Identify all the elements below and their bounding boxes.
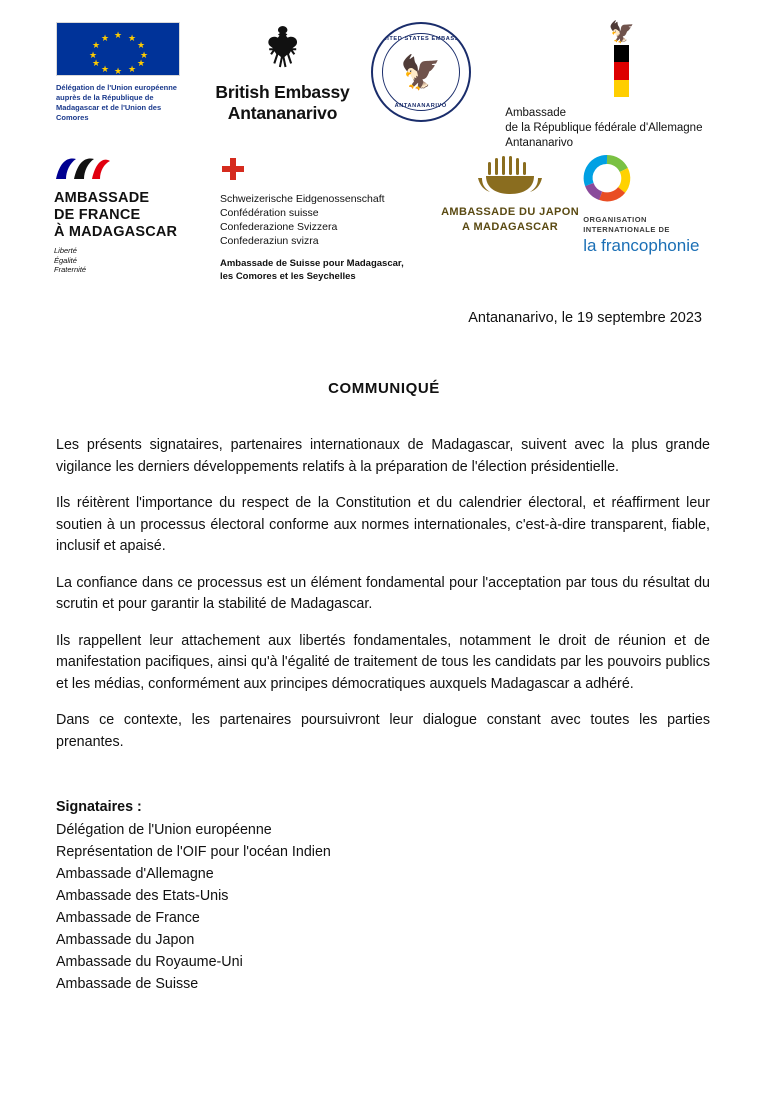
uk-embassy-line1: British Embassy [215, 82, 350, 102]
swiss-line2: Confédération suisse [219, 207, 319, 219]
list-item: Ambassade de Suisse [56, 976, 199, 992]
swiss-line3: Confederazione Svizzera [219, 221, 338, 233]
swiss-sub-line1: Ambassade de Suisse pour Madagascar, [219, 258, 404, 269]
logo-switzerland-embassy [220, 154, 435, 283]
paulownia-crest-icon [437, 154, 583, 196]
list-item: Ambassade d'Allemagne [56, 866, 214, 882]
us-seal-bottom-text: ANTANANARIVO [394, 103, 447, 109]
uk-embassy-line2: Antananarivo [227, 103, 338, 123]
us-seal-top-text: UNITED STATES EMBASSY [377, 36, 464, 42]
japan-line2: A MADAGASCAR [462, 221, 559, 233]
list-item: Ambassade des Etats-Unis [56, 888, 229, 904]
germany-line3: Antananarivo [505, 137, 574, 149]
list-item: Délégation de l'Union européenne [56, 822, 272, 838]
list-item: Ambassade du Japon [56, 932, 195, 948]
logo-row-top [30, 21, 738, 149]
us-embassy-seal-icon [371, 22, 471, 122]
france-motto-line1: Liberté [54, 246, 77, 255]
france-title-line3: À MADAGASCAR [54, 224, 178, 240]
german-eagle-icon: 🦅 [608, 21, 635, 44]
document-body [30, 435, 738, 753]
france-title-line1: AMBASSADE [54, 190, 150, 206]
oif-name: la francophonie [583, 236, 700, 255]
signatories-list [30, 819, 738, 995]
logo-germany-embassy [505, 22, 738, 151]
paragraph: Dans ce contexte, les partenaires poursuivront leur dialogue constant avec toutes les parties prenantes. [56, 712, 710, 750]
list-item: Représentation de l'OIF pour l'océan Indien [56, 844, 331, 860]
germany-line2: de la République fédérale d'Allemagne [505, 122, 703, 134]
france-title-line2: DE FRANCE [54, 207, 141, 223]
swiss-line1: Schweizerische Eidgenossenschaft [219, 193, 385, 205]
france-motto-line2: Égalité [54, 255, 77, 265]
logo-france-embassy [54, 154, 214, 275]
japan-line1: AMBASSADE DU JAPON [441, 206, 580, 218]
paragraph: Ils rappellent leur attachement aux libertés fondamentales, notamment le droit de réunion et de manifestation pacifiques, ainsi qu'à l'égalité de traitement de tous les candidats par les pouvoirs publics et les médias, conformément aux principes démocratiques auxquels Madagascar a adhéré. [56, 632, 710, 692]
france-motto-line3: Fraternité [54, 265, 87, 274]
signatories-heading: Signataires : [56, 799, 142, 815]
swiss-line4: Confederaziun svizra [219, 235, 319, 247]
logo-us-embassy [371, 22, 498, 122]
eagle-icon: 🦅 [400, 53, 442, 91]
marianne-icon [54, 154, 214, 184]
paragraph: La confiance dans ce processus est un élément fondamental pour l'acceptation par tous du résultat du scrutin et pour garantir la stabilité de Madagascar. [56, 574, 710, 612]
logo-francophonie [583, 154, 738, 256]
swiss-sub-line2: les Comores et les Seychelles [219, 270, 356, 282]
paragraph: Les présents signataires, partenaires internationaux de Madagascar, suivent avec la plus grande vigilance les derniers développements relatifs à la préparation de l'élection présidentielle. [56, 437, 710, 475]
logo-row-bottom [30, 154, 738, 282]
list-item: Ambassade du Royaume-Uni [56, 954, 243, 970]
oif-small-line1: ORGANISATION [583, 215, 647, 224]
date-line: Antananarivo, le 19 septembre 2023 [468, 310, 702, 326]
logo-eu-delegation [56, 22, 186, 123]
list-item: Ambassade de France [56, 910, 200, 926]
royal-crest-icon [204, 22, 360, 74]
logo-japan-embassy [437, 154, 583, 235]
logo-british-embassy [204, 22, 360, 124]
paragraph: Ils réitèrent l'importance du respect de la Constitution et du calendrier électoral, et réaffirment leur soutien à un processus électoral conforme aux normes internationales, c'est-à-dire transparent, fiable, inclusif et apaisé. [56, 495, 710, 554]
eu-flag-icon: ★ ★ ★ ★ ★ ★ ★ ★ ★ ★ ★ ★ [56, 22, 180, 76]
page-title: COMMUNIQUÉ [328, 380, 440, 397]
germany-line1: Ambassade [505, 107, 567, 119]
francophonie-ring-icon [583, 154, 631, 202]
oif-small-line2: INTERNATIONALE DE [583, 224, 670, 234]
germany-flag-icon [614, 45, 629, 97]
swiss-cross-icon [220, 156, 246, 182]
eu-caption: Délégation de l'Union européenne auprès de la République de Madagascar et de l'Union des Comores [56, 83, 177, 122]
